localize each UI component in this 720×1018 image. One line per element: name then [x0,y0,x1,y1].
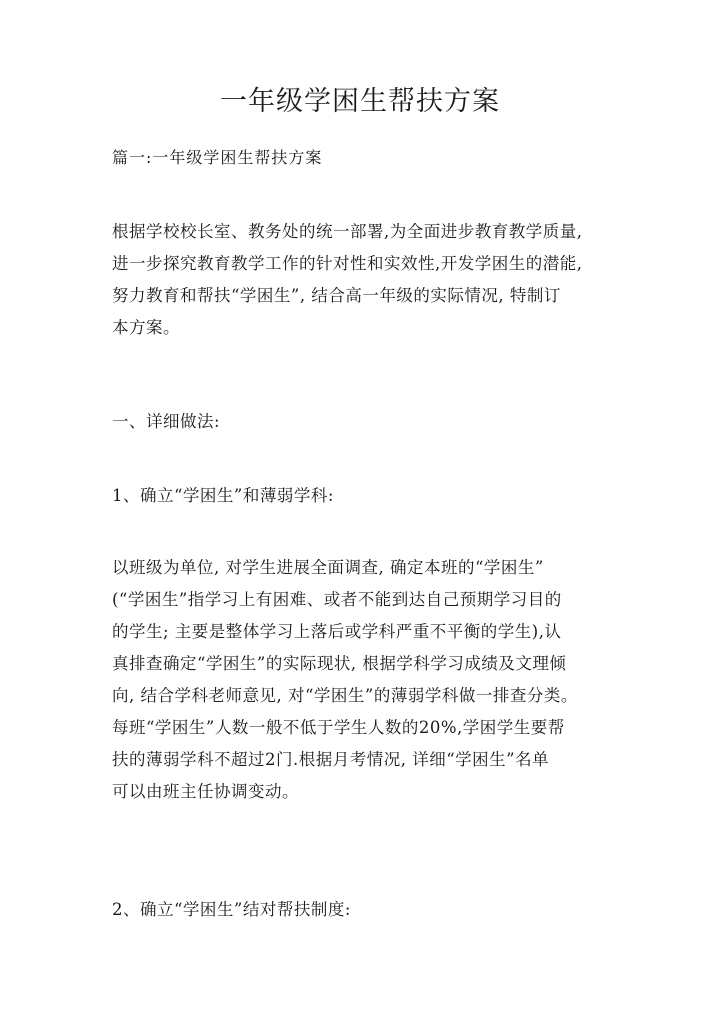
intro-line: 进一步探究教育教学工作的针对性和实效性,开发学困生的潜能, [112,254,583,273]
item1-line: 扶的薄弱学科不超过2门.根据月考情况, 详细“学困生”名单 [112,750,550,769]
item1-paragraph [112,552,614,808]
item2-heading: 2、确立“学困生”结对帮扶制度: [112,900,351,919]
item1-line: (“学困生”指学习上有困难、或者不能到达自己预期学习目的 [112,590,562,609]
item1-line: 真排查确定“学困生”的实际现状, 根据学科学习成绩及文理倾 [112,654,567,673]
intro-line: 本方案。 [112,318,180,337]
item1-line: 向, 结合学科老师意见, 对“学困生”的薄弱学科做一排查分类。 [112,686,578,705]
intro-paragraph [112,216,614,344]
document-subtitle: 篇一:一年级学困生帮扶方案 [112,148,323,167]
item1-line: 以班级为单位, 对学生进展全面调查, 确定本班的“学困生” [112,558,544,577]
section-heading: 一、详细做法: [112,412,221,431]
intro-line: 努力教育和帮扶“学困生”, 结合高一年级的实际情况, 特制订 [112,286,561,305]
intro-line: 根据学校校长室、教务处的统一部署,为全面进步教育教学质量, [112,222,583,241]
item1-line: 每班“学困生”人数一般不低于学生人数的20%,学困学生要帮 [112,718,565,737]
item1-heading: 1、确立“学困生”和薄弱学科: [112,486,334,505]
item1-line: 可以由班主任协调变动。 [112,782,299,801]
item1-line: 的学生; 主要是整体学习上落后或学科严重不平衡的学生),认 [112,622,562,641]
document-title: 一年级学困生帮扶方案 [220,86,500,117]
